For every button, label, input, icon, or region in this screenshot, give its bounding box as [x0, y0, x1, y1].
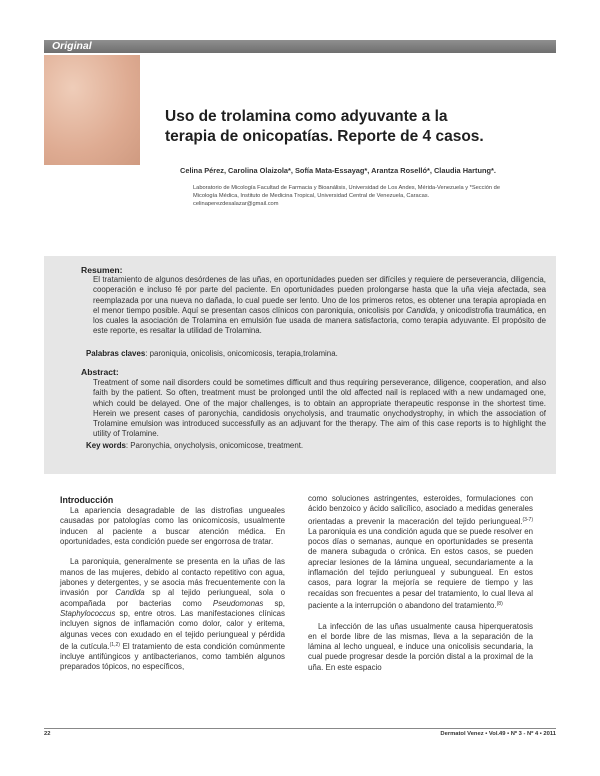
intro-paragraph-2: La paroniquia, generalmente se presenta en la uñas de las manos de las mujeres, debido al contacto repetitivo con agua, jabones y detergentes, y se asocia más frecuentemente con la invasión por Candida sp al tejido periungueal, sola o acompañada por bacterias como Pseudomonas sp, Staphylococcus sp, entre otros. Las manifestaciones clínicas incluyen signos de inflamación como dolor, calor y eritema, algunas veces con exudado en el tejido periungueal y pérdida de la cutícula.$^{(1,2)}$ El tratamiento de esta condición comúnmente incluye antifúngicos y antibacterianos, como también algunos preparados tópicos, no específicos,	[60, 557, 285, 672]
intro-paragraph-1: La apariencia desagradable de las distrofias ungueales causadas por patologías como las onicomicosis, usualmente inducen al paciente a buscar atención médica. En oportunidades, esta condición puede ser engorrosa de tratar.	[60, 506, 285, 546]
right-column	[308, 494, 533, 673]
resumen-heading: Resumen:	[81, 265, 123, 275]
abstract-box	[44, 256, 556, 474]
affiliation	[193, 184, 563, 208]
intro-paragraph-3: como soluciones astringentes, esteroides, formulaciones con ácido benzoico y ácido salicílico, asociado a medidas generales orientadas a prevenir la maceración del tejido periungueal.$^{(3-7)}$ La paroniquia es una condición aguda que se puede resolver en pocos días o semanas, aunque en oportunidades se presenta de manera subaguda o crónica. En estos casos, se pueden apreciar lesiones de la lámina ungueal, secundariamente a la inflamación del tejido periungueal y subungueal. En estos casos, para lograr la mejoría se requiere de tiempo y las recaídas son frecuentes a pesar del tratamiento, lo cual lleva al paciente a la interrupción o abandono del tratamiento.$^{(8)}$	[308, 494, 533, 610]
affiliation-line-2: Micología Médica, Instituto de Medicina Tropical, Universidad Central de Venezuela, Caracas.	[193, 193, 430, 199]
section-label: Original	[52, 40, 92, 52]
abstract-heading: Abstract:	[81, 367, 119, 377]
author-list: Celina Pérez, Carolina Olaizola*, Sofía Mata-Essayag*, Arantza Roselló*, Claudia Hartung*.	[180, 166, 496, 175]
abstract-keywords: Key words: Paronychia, onycholysis, onicomicose, treatment.	[86, 441, 304, 450]
section-header-bar	[44, 40, 556, 53]
resumen-keywords: Palabras claves: paroniquia, onicolisis, onicomicosis, terapia,trolamina.	[86, 349, 338, 358]
abstract-text: Treatment of some nail disorders could be sometimes difficult and thus requiring perseverance, diligence, cooperation, and also faith by the patient. So often, treatment must be prolonged until the old affected nail is replaced with a new undamaged one, which could be delayed. One of the major challenges, is to obtain an appropriate therapeutic response in the shortest time. Herein we present cases of paronychia, candidosis onycholysis, and traumatic onychodystrophy, in which the association of Trolamine emulsion was introduced successfully as an adjuvant for the therapy. The aim of this case reports is to highlight the utility of Trolamine.	[93, 378, 546, 439]
article-title	[165, 107, 555, 147]
journal-citation: Dermatol Venez • Vol.49 • Nº 3 - Nº 4 • 2011	[440, 731, 556, 737]
intro-heading: Introducción	[60, 495, 114, 505]
footer-rule	[44, 728, 556, 729]
title-line-2: terapia de onicopatías. Reporte de 4 casos.	[165, 128, 484, 145]
title-line-1: Uso de trolamina como adyuvante a la	[165, 108, 448, 125]
intro-paragraph-4: La infección de las uñas usualmente causa hiperqueratosis en el borde libre de las mismas, lleva a la separación de la lámina al lecho ungueal, e induce una onicolisis secundaria, la cual puede progresar desde la porción distal a la proximal de la uña. En este espacio	[308, 621, 533, 672]
left-column	[60, 506, 285, 683]
resumen-text: El tratamiento de algunos desórdenes de las uñas, en oportunidades pueden ser difíciles y requiere de perseverancia, diligencia, cooperación e incluso fé por parte del paciente. En oportunidades pueden prolongarse hasta que la uña vieja afectada, sea reemplazada por una nueva no dañada, lo cual puede ser lento. Uno de los primeros retos, es obtener una terapia apropiada en el menor tiempo posible. Aquí se presentan casos clínicos con paroniquia, onicolisis por Candida, y onicodistrofia traumática, en los cuales la asociación de Trolamina en emulsión fue usada de manera satisfactoria, como terapia adyuvante. El propósito de este reporte, es resaltar la utilidad de Trolamina.	[93, 275, 546, 336]
affiliation-line-1: Laboratorio de Micología Facultad de Farmacia y Bioanálisis, Universidad de Los Andes, Mérida-Venezuela y *Sección de	[193, 185, 500, 191]
page-number: 22	[44, 731, 51, 737]
author-email[interactable]: celinaperezdesalazar@gmail.com	[193, 201, 279, 207]
skin-photo	[44, 55, 140, 165]
